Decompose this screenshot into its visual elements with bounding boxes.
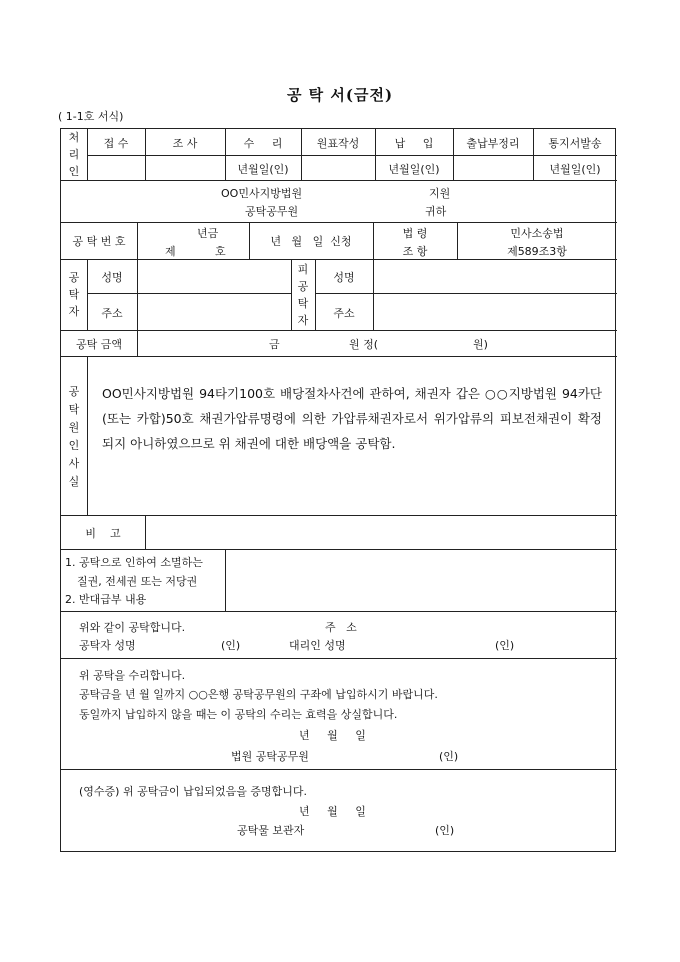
apply-date-label: 년 월 일 신청 <box>270 235 352 248</box>
law-label-1: 법 령 <box>402 227 428 240</box>
extinguish-line-3: 2. 반대급부 내용 <box>65 593 147 606</box>
date-accept: 년월일(인) <box>237 163 289 176</box>
processor-label: 처 리 인 <box>68 131 80 178</box>
col-ledger-draft: 원표작성 <box>316 137 360 150</box>
depositor-name-label: 성명 <box>101 271 123 284</box>
form-title: 공 탁 서(금전) <box>286 86 394 104</box>
amount-suffix: 원 정( <box>349 338 379 351</box>
col-cashbook: 출납부정리 <box>466 137 520 150</box>
law-label-2: 조 항 <box>402 245 428 258</box>
agent-signature-label: 대리인 성명 <box>289 639 346 652</box>
col-receipt: 접 수 <box>103 137 129 150</box>
declaration-address-label: 주 소 <box>325 621 357 634</box>
branch-label: 지원 <box>429 187 451 200</box>
reason-label: 공 탁 원 인 사 실 <box>68 385 80 488</box>
ho-label: 호 <box>215 245 226 258</box>
depositor-label: 공 탁 자 <box>68 271 80 318</box>
form-number: ( 1-1호 서식) <box>58 110 124 123</box>
deposit-no-label: 공 탁 번 호 <box>72 235 126 248</box>
acceptance-officer: 법원 공탁공무원 <box>231 750 309 763</box>
col-accept: 수 리 <box>243 137 283 150</box>
receipt-seal: (인) <box>435 824 455 837</box>
depositor-signature-label: 공탁자 성명 <box>79 639 136 652</box>
receipt-date: 년 월 일 <box>299 805 366 818</box>
col-review: 조 사 <box>172 137 198 150</box>
receipt-line: (영수증) 위 공탁금이 납입되었음을 증명합니다. <box>79 785 307 798</box>
deposit-form <box>60 128 616 852</box>
depositor-seal: (인) <box>221 639 241 652</box>
agent-seal: (인) <box>495 639 515 652</box>
extinguish-line-2: 질권, 전세권 또는 저당권 <box>77 575 198 588</box>
receipt-keeper: 공탁물 보관자 <box>237 824 305 837</box>
date-notice: 년월일(인) <box>549 163 601 176</box>
honorific-label: 귀하 <box>425 205 447 218</box>
beneficiary-address-label: 주소 <box>333 307 355 320</box>
col-notice: 통지서발송 <box>548 137 602 150</box>
year-label: 년금 <box>197 227 219 240</box>
acceptance-line-2: 공탁금을 년 월 일까지 ○○은행 공탁공무원의 구좌에 납입하시기 바랍니다. <box>79 688 438 701</box>
case-label: 제 <box>165 245 176 258</box>
col-payment: 납 입 <box>394 137 434 150</box>
officer-label: 공탁공무원 <box>245 205 299 218</box>
amount-prefix: 금 <box>269 338 280 351</box>
acceptance-seal: (인) <box>439 750 459 763</box>
date-payment: 년월일(인) <box>388 163 440 176</box>
court-name: OO민사지방법원 <box>221 187 303 200</box>
law-value-2: 제589조3항 <box>507 245 567 258</box>
acceptance-line-1: 위 공탁을 수리합니다. <box>79 669 186 682</box>
remarks-label: 비 고 <box>85 527 121 540</box>
amount-label: 공탁 금액 <box>75 338 122 351</box>
depositor-address-label: 주소 <box>101 307 123 320</box>
acceptance-line-3: 동일까지 납입하지 않을 때는 이 공탁의 수리는 효력을 상실합니다. <box>79 708 398 721</box>
beneficiary-label: 피 공 탁 자 <box>297 263 309 327</box>
acceptance-date: 년 월 일 <box>299 729 366 742</box>
reason-text: OO민사지방법원 94타기100호 배당절차사건에 관하여, 채권자 갑은 ○○지방법원 94카단(또는 카합)50호 채권가압류명령에 의한 가압류채권자로서 위가압류의 피보전채권이 확정되지 아니하였으므로 위 채권에 대한 배당액을 공탁함. <box>102 386 602 451</box>
extinguish-line-1: 1. 공탁으로 인하여 소멸하는 <box>65 556 203 569</box>
law-value-1: 민사소송법 <box>510 227 564 240</box>
beneficiary-name-label: 성명 <box>333 271 355 284</box>
declaration-line: 위와 같이 공탁합니다. <box>79 621 186 634</box>
amount-unit: 원) <box>473 338 488 351</box>
